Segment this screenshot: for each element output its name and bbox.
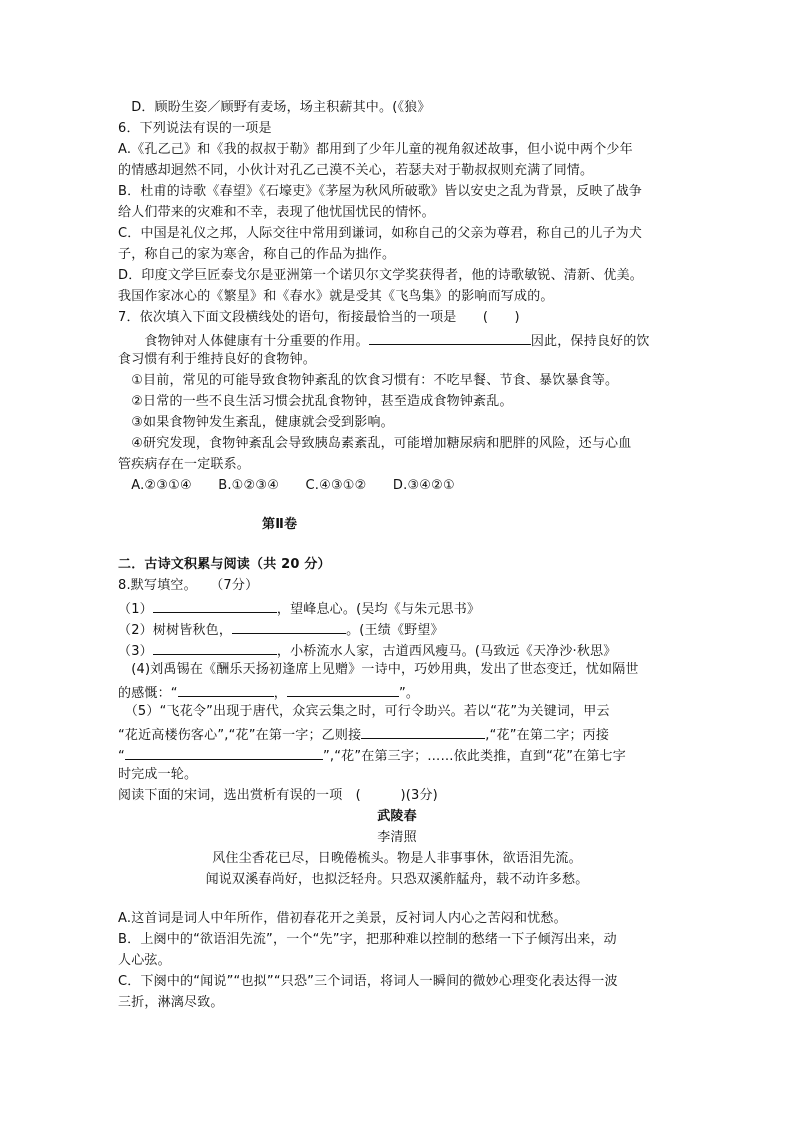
q9-option-b-line1: B．上阕中的“欲语泪先流”，一个“先”字，把那种难以控制的愁绪一下子倾泻出来，动 (118, 932, 617, 947)
q7-sentence-4-line2: 管疾病存在一定联系。 (118, 457, 251, 472)
q7-passage-text: 食物钟对人体健康有十分重要的作用。 (118, 334, 369, 349)
q8-item-2 (118, 620, 444, 639)
q9-option-c-line2: 三折，淋漓尽致。 (118, 995, 224, 1010)
q7-options: A.②③①④ B.①②③④ C.④③①② D.③④②① (118, 478, 455, 493)
q8-4-answer-blank-1[interactable] (178, 683, 274, 697)
q8-4-answer-blank-2[interactable] (287, 683, 399, 697)
q7-sentence-4-line1: ④研究发现，食物钟紊乱会导致胰岛素紊乱，可能增加糖尿病和肥胖的风险，还与心血 (118, 436, 632, 451)
q8-item-5-line3 (118, 746, 626, 765)
q6-option-a-line1: A.《孔乙己》和《我的叔叔于勒》都用到了少年儿童的视角叙述故事，但小说中两个少年 (118, 142, 633, 157)
poem-author: 李清照 (377, 830, 417, 845)
q7-passage-text-end: 因此，保持良好的饮 (530, 334, 650, 349)
q7-passage-line1 (118, 331, 650, 350)
q8-item-3 (118, 641, 616, 660)
q8-1-answer-blank[interactable] (153, 599, 277, 613)
q8-2-answer-blank[interactable] (232, 620, 346, 634)
q5-option-d: D．顾盼生姿／顾野有麦场，场主积薪其中。(《狼》 (118, 100, 431, 115)
q8-item-4-end: ”。 (398, 686, 420, 701)
q7-sentence-3: ③如果食物钟发生紊乱，健康就会受到影响。 (118, 415, 394, 430)
q8-item-4-line1: (4)刘禹锡在《酬乐天扬初逢席上见赠》一诗中，巧妙用典，发出了世态变迁，忧如隔世 (118, 662, 639, 677)
part2-heading: 二．古诗文积累与阅读（共 20 分） (118, 557, 331, 572)
q7-sentence-1: ①目前，常见的可能导致食物钟紊乱的饮食习惯有：不吃早餐、节食、暴饮暴食等。 (118, 373, 619, 388)
poem-line-2: 闻说双溪春尚好，也拟泛轻舟。只恐双溪舴艋舟，载不动许多愁。 (205, 872, 589, 887)
q8-item-4-line2 (118, 683, 419, 702)
q9-option-a: A.这首词是词人中年所作，借初春花开之美景，反衬词人内心之苦闷和忧愁。 (118, 911, 567, 926)
q6-option-b-line2: 给人们带来的灾难和不幸，表现了他忧国忧民的情怀。 (118, 205, 435, 220)
q6-option-c-line2: 子，称自己的家为寒舍，称自己的作品为拙作。 (118, 247, 396, 262)
q8-stem: 8.默写填空。 （7分） (118, 578, 259, 593)
q8-item-2-source: 。(王绩《野望》 (346, 623, 444, 638)
q7-stem: 7．依次填入下面文段横线处的语句，衔接最恰当的一项是 ( ) (118, 310, 520, 325)
q8-item-5-text-c: ”,“花”在第三字；……依此类推，直到“花”在第七字 (322, 749, 626, 764)
q8-item-5-line4: 时完成一轮。 (118, 767, 198, 782)
q6-option-a-line2: 的情感却迥然不同，小伙计对孔乙己漠不关心，若瑟夫对于勒叔叔则充满了同情。 (118, 163, 594, 178)
q9-stem: 阅读下面的宋词，选出赏析有误的一项 ( )(3分) (118, 788, 438, 803)
poem-title: 武陵春 (377, 809, 417, 824)
q6-option-d-line1: D．印度文学巨匠泰戈尔是亚洲第一个诺贝尔文学奖获得者，他的诗歌敏锐、清新、优美。 (118, 268, 644, 283)
q9-option-c-line1: C．下阕中的“闻说”“也拟”“只恐”三个词语，将词人一瞬间的微妙心理变化表达得一波 (118, 974, 618, 989)
q8-5-answer-blank-2[interactable] (125, 746, 323, 760)
q8-item-3-text: ，小桥流水人家，古道西风瘦马。(马致远《天净沙·秋思》 (276, 644, 617, 659)
q8-item-2-text: （2）树树皆秋色， (118, 623, 233, 638)
q8-item-5-line2 (118, 725, 609, 744)
q8-item-1-text: ，望峰息心。(吴均《与朱元思书》 (276, 602, 481, 617)
q8-item-1-number: （1） (118, 602, 153, 617)
q8-item-3-number: （3） (118, 644, 153, 659)
q6-option-c-line1: C．中国是礼仪之邦，人际交往中常用到谦词，如称自己的父亲为尊君，称自己的儿子为犬 (118, 226, 643, 241)
q8-5-answer-blank-1[interactable] (361, 725, 485, 739)
q7-passage-line2: 食习惯有利于维持良好的食物钟。 (118, 352, 317, 367)
poem-line-1: 风住尘香花已尽，日晚倦梳头。物是人非事事休，欲语泪先流。 (212, 851, 582, 866)
q7-sentence-2: ②日常的一些不良生活习惯会扰乱食物钟，甚至造成食物钟紊乱。 (118, 394, 513, 409)
q6-option-b-line1: B．杜甫的诗歌《春望》《石壕吏》《茅屋为秋风所破歌》皆以安史之乱为背景，反映了战争 (118, 184, 643, 199)
q7-answer-blank[interactable] (369, 331, 531, 345)
q6-stem: 6．下列说法有误的一项是 (118, 121, 272, 136)
q8-item-4-lead: 的感慨：“ (118, 686, 178, 701)
q8-item-5-quote-open: “ (118, 749, 125, 764)
q9-option-b-line2: 人心弦。 (118, 953, 171, 968)
q6-option-d-line2: 我国作家冰心的《繁星》和《春水》就是受其《飞鸟集》的影响而写成的。 (118, 289, 554, 304)
q8-item-5-text-b: ,“花”在第二字；丙接 (485, 728, 610, 743)
q8-item-1 (118, 599, 480, 618)
q8-3-answer-blank[interactable] (153, 641, 277, 655)
q8-item-5-line1: （5）“飞花令”出现于唐代，众宾云集之时，可行令助兴。若以“花”为关键词，甲云 (118, 704, 610, 719)
q8-item-4-comma: ， (273, 686, 287, 701)
section-title: 第Ⅱ卷 (262, 517, 298, 532)
q8-item-5-text-a: “花近高楼伤客心”,“花”在第一字；乙则接 (118, 728, 362, 743)
